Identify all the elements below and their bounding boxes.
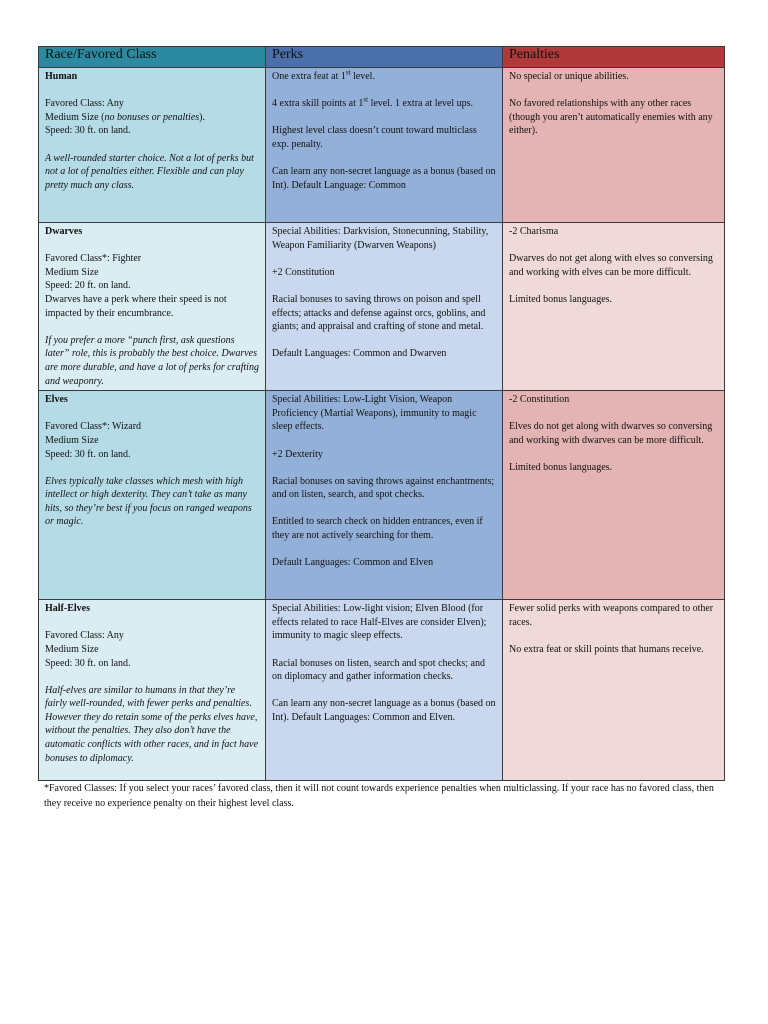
speed: Speed: 30 ft. on land. [45,448,131,460]
size: Medium Size (no bonuses or penalties). [45,111,205,123]
perk-item: Racial bonuses to saving throws on poison and spell effects; attacks and defense against orcs, goblins, and giants; and appraisal and crafting of stone and metal. [272,293,486,333]
perk-item: +2 Constitution [272,266,335,278]
header-row [39,47,725,68]
penalty-item: Fewer solid perks with weapons compared to other races. [509,603,714,628]
race-description: Elves typically take classes which mesh with high intellect or high dexterity. They can’t take as many hits, so they’re best if you focus on ranged weapons or magic. [45,475,252,528]
speed: Speed: 30 ft. on land. [45,125,131,137]
race-name: Elves [45,394,68,406]
favored-class: Favored Class*: Wizard [45,421,142,433]
size: Medium Size [45,266,99,278]
race-table-container [38,46,724,781]
perk-item: Can learn any non-secret language as a bonus (based on Int). Default Languages: Common and Elven. [272,698,496,723]
penalty-item: -2 Charisma [509,226,559,237]
favored-class: Favored Class: Any [45,630,124,642]
perk-item: Special Abilities: Darkvision, Stonecunning, Stability, Weapon Familiarity (Dwarven Weapons) [272,226,489,251]
perk-item: Racial bonuses on listen, search and spot checks; and on diplomacy and gather information checks. [272,657,485,683]
penalty-item: Dwarves do not get along with elves so conversing and working with elves can be more difficult. [509,253,713,278]
header-penalties: Penalties [503,47,725,68]
penalty-item: Limited bonus languages. [509,293,613,305]
race-cell-dwarves [39,223,266,391]
race-name: Human [45,71,78,82]
perks-cell-half-elves [266,600,503,781]
speed: Speed: 20 ft. on land. [45,280,131,292]
penalty-item: Limited bonus languages. [509,462,613,474]
race-cell-elves [39,391,266,600]
perk-item: Special Abilities: Low-light vision; Elven Blood (for effects related to race Half-Elves are consider Elven); immunity to magic sleep effects. [272,603,487,642]
perk-item: Default Languages: Common and Dwarven [272,348,447,360]
penalty-item: Elves do not get along with dwarves so conversing and working with dwarves can be more difficult. [509,421,713,446]
perk-item: One extra feat at 1st level. [272,68,375,82]
perks-cell-dwarves [266,223,503,391]
favored-class: Favored Class*: Fighter [45,253,142,265]
penalties-cell-human [503,68,725,223]
header-perks: Perks [266,47,503,68]
race-description: A well-rounded starter choice. Not a lot of perks but not a lot of penalties either. Flexible and can play pretty much any class. [45,152,254,191]
penalties-cell-half-elves [503,600,725,781]
favored-class: Favored Class: Any [45,98,124,110]
speed: Speed: 30 ft. on land. [45,657,131,669]
footnote: *Favored Classes: If you select your races’ favored class, then it will not count towards experience penalties when multiclassing. If your race has no favored class, then they receive no experience penalty on their highest level class. [44,783,714,809]
race-table [38,46,725,781]
perk-item: Special Abilities: Low-Light Vision, Weapon Proficiency (Martial Weapons), immunity to magic sleep effects. [272,394,477,433]
penalty-item: No extra feat or skill points that humans receive. [509,643,704,655]
header-race: Race/Favored Class [39,47,266,68]
table-row-human [39,68,725,223]
table-row-elves [39,391,725,600]
perk-item: Racial bonuses on saving throws against enchantments; and on listen, search, and spot checks. [272,475,495,501]
penalty-item: -2 Constitution [509,394,570,406]
perk-item: Highest level class doesn’t count toward multiclass exp. penalty. [272,125,477,150]
race-name: Half-Elves [45,603,90,615]
perks-cell-elves [266,391,503,600]
table-row-half-elves [39,600,725,781]
perk-item: Can learn any non-secret language as a bonus (based on Int). Default Language: Common [272,166,496,191]
table-row-dwarves [39,223,725,391]
race-cell-human [39,68,266,223]
perk-item: Default Languages: Common and Elven [272,557,434,569]
size: Medium Size [45,643,99,655]
perk-item: 4 extra skill points at 1st level. 1 extra at level ups. [272,95,474,110]
penalty-item: No favored relationships with any other races (though you aren’t automatically enemies with any either). [509,98,713,137]
penalties-cell-elves [503,391,725,600]
speed-note: Dwarves have a perk where their speed is not impacted by their encumbrance. [45,293,227,319]
penalties-cell-dwarves [503,223,725,391]
race-name: Dwarves [45,226,83,237]
perk-item: Entitled to search check on hidden entrances, even if they are not actively searching for them. [272,516,483,542]
penalty-item: No special or unique abilities. [509,71,629,82]
perks-cell-human [266,68,503,223]
perk-item: +2 Dexterity [272,448,323,460]
race-cell-half-elves [39,600,266,781]
size: Medium Size [45,434,99,446]
race-description: If you prefer a more “punch first, ask questions later” role, this is probably the best choice. Dwarves are more durable, and have a lot of perks for crafting and weaponry. [45,334,259,387]
race-description: Half-elves are similar to humans in that they’re fairly well-rounded, with fewer perks and penalties. However they do retain some of the perks elves have, without the penalties. They also don’t have the automatic conflicts with other races, and in fact have bonuses to diplomacy. [45,684,259,764]
